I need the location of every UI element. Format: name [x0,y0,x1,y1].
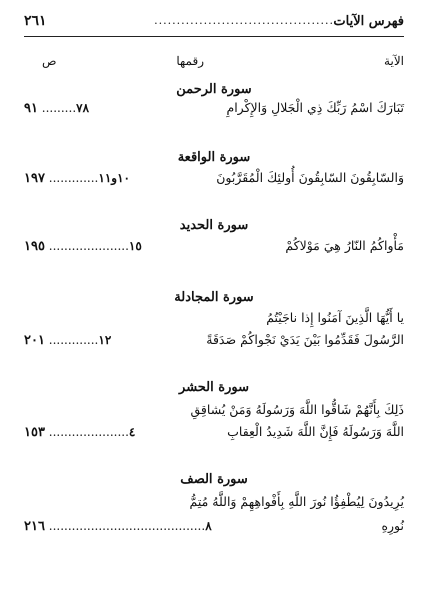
entry-reference [24,519,212,534]
verse-number: ٤ [128,425,136,439]
page-ref: ٩١ [24,101,38,116]
surah-title: سورة الصف [180,472,248,487]
index-entry [24,310,404,332]
index-entry [24,238,404,260]
surah-title: سورة الحشر [179,380,249,395]
verse-text: تَبَارَكَ اسْمُ رَبِّكَ ذِي الْجَلالِ وَالإِكْرامِ [226,100,404,115]
entry-reference [24,333,111,348]
entry-reference [24,101,89,116]
page-ref: ١٥٣ [24,425,45,440]
header-dots: ........................................ [154,14,334,27]
leader-dots: ............. [48,171,99,185]
surah-title: سورة الحديد [179,218,249,233]
leader-dots: ......... [41,101,77,115]
verse-text: نُورِهِ [381,518,404,533]
index-entry [24,100,404,122]
surah-title: سورة الواقعة [177,150,251,165]
page-ref: ١٩٧ [24,171,45,186]
verse-text: يُرِيدُونَ لِيُطْفِؤُا نُورَ اللَّهِ بِأَفْواهِهِمْ وَاللَّهُ مُتِمُّ [189,494,404,509]
surah-title: سورة الرحمن [176,82,252,97]
verse-text: ذَلِكَ بِأَنَّهُمْ شَاقُّوا اللَّهَ وَرَسُولَهُ وَمَنْ يُشاقِقِ [190,402,404,417]
verse-number: ٨ [205,519,212,533]
leader-dots: ..................... [48,425,129,439]
verse-number: ١٠و١١ [98,171,130,185]
page-ref: ١٩٥ [24,239,45,254]
verse-number: ١٥ [128,239,142,253]
verse-number: ١٢ [98,333,112,347]
header-page-number: ٢٦١ [24,13,47,29]
leader-dots: ......................................... [48,519,206,533]
column-heading-number: رقمها [176,54,204,68]
verse-text: اللَّهَ وَرَسُولَهُ فَإِنَّ اللَّهَ شَدِيدُ الْعِقابِ [227,424,404,439]
leader-dots: ..................... [48,239,129,253]
surah-title: سورة المجادلة [174,290,254,305]
page-ref: ٢١٦ [24,519,45,534]
index-entry [24,170,404,192]
header-title: فهرس الآيات [333,14,404,29]
index-entry [24,424,404,446]
page-ref: ٢٠١ [24,333,45,348]
verse-text: مَأْواكُمُ النّارُ هِيَ مَوْلاكُمْ [285,238,404,253]
entry-reference [24,171,130,186]
verse-text: الرَّسُولَ فَقَدِّمُوا بَيْنَ يَدَيْ نَجْواكُمْ صَدَقَةً [206,332,404,347]
entry-reference [24,425,135,440]
column-headings [24,54,404,72]
verse-number: ٧٨ [76,101,90,115]
verse-text: وَالسّابِقُونَ السّابِقُونَ أُولئِكَ الْمُقَرَّبُونَ [216,170,404,185]
index-entry [24,332,404,354]
running-header [24,10,404,37]
column-heading-page: ص [42,54,57,68]
leader-dots: ............. [48,333,99,347]
index-entry [24,518,404,540]
verse-text: يا أَيُّهَا الَّذِينَ آمَنُوا إِذا ناجَيْتُمُ [266,310,404,325]
index-entry [24,494,404,516]
index-entry [24,402,404,424]
column-heading-ayah: الآية [384,54,404,68]
entry-reference [24,239,142,254]
